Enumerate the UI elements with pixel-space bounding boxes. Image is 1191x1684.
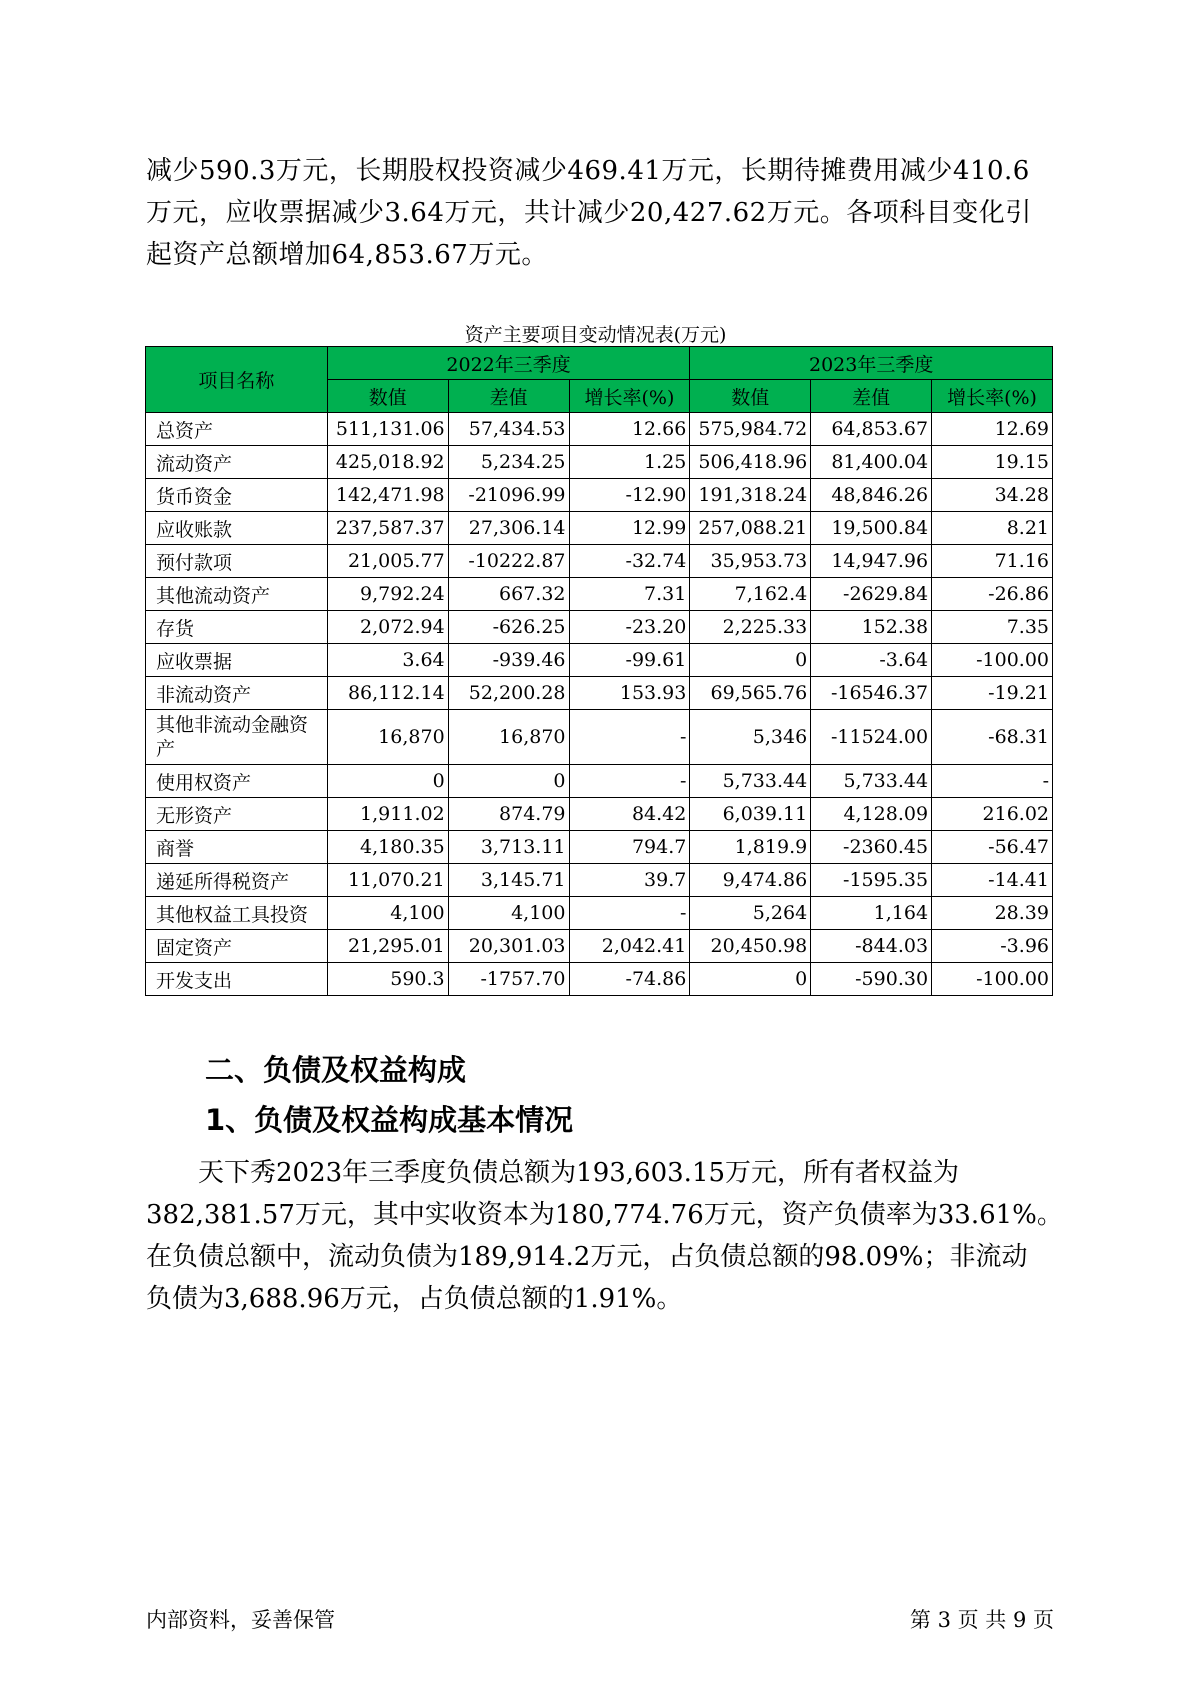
table-cell: -1595.35	[811, 864, 932, 897]
liability-paragraph	[146, 1152, 1063, 1320]
table-cell: -590.30	[811, 963, 932, 996]
table-cell: 511,131.06	[327, 413, 448, 446]
table-cell: -26.86	[932, 578, 1053, 611]
table-cell: -21096.99	[448, 479, 569, 512]
header-diff-2022: 差值	[448, 380, 569, 413]
table-cell: 4,100	[327, 897, 448, 930]
table-cell: 81,400.04	[811, 446, 932, 479]
table-row	[146, 864, 1053, 897]
table-cell: -56.47	[932, 831, 1053, 864]
table-cell: -	[569, 710, 690, 765]
table-row	[146, 963, 1053, 996]
table-cell: -68.31	[932, 710, 1053, 765]
table-cell: 16,870	[327, 710, 448, 765]
table-row	[146, 611, 1053, 644]
table-cell: 12.99	[569, 512, 690, 545]
table-cell: -12.90	[569, 479, 690, 512]
table-cell: 4,100	[448, 897, 569, 930]
table-caption: 资产主要项目变动情况表(万元)	[464, 324, 727, 346]
table-cell: 5,346	[690, 710, 811, 765]
table-cell: 237,587.37	[327, 512, 448, 545]
table-cell: 1,911.02	[327, 798, 448, 831]
table-cell: 7.31	[569, 578, 690, 611]
table-row	[146, 831, 1053, 864]
table-cell: -3.96	[932, 930, 1053, 963]
table-cell: -14.41	[932, 864, 1053, 897]
table-cell: 216.02	[932, 798, 1053, 831]
table-cell: 425,018.92	[327, 446, 448, 479]
table-row	[146, 479, 1053, 512]
row-label: 货币资金	[146, 479, 328, 512]
table-cell: -19.21	[932, 677, 1053, 710]
table-cell: 1,819.9	[690, 831, 811, 864]
table-row	[146, 710, 1053, 765]
table-cell: 5,234.25	[448, 446, 569, 479]
table-cell: 152.38	[811, 611, 932, 644]
table-cell: 9,474.86	[690, 864, 811, 897]
assets-change-table	[145, 346, 1053, 996]
table-cell: 86,112.14	[327, 677, 448, 710]
table-cell: 12.66	[569, 413, 690, 446]
body-line: 382,381.57万元，其中实收资本为180,774.76万元，资产负债率为33.61%。	[146, 1200, 1063, 1230]
table-cell: 19,500.84	[811, 512, 932, 545]
intro-line: 减少590.3万元，长期股权投资减少469.41万元，长期待摊费用减少410.6	[146, 156, 1030, 186]
table-cell: -10222.87	[448, 545, 569, 578]
table-cell: -32.74	[569, 545, 690, 578]
row-label: 无形资产	[146, 798, 328, 831]
table-row	[146, 765, 1053, 798]
table-cell: 506,418.96	[690, 446, 811, 479]
table-row	[146, 545, 1053, 578]
table-row	[146, 644, 1053, 677]
table-cell: -99.61	[569, 644, 690, 677]
table-cell: 9,792.24	[327, 578, 448, 611]
row-label: 其他非流动金融资产	[146, 710, 328, 765]
row-label: 存货	[146, 611, 328, 644]
row-label: 其他流动资产	[146, 578, 328, 611]
table-cell: 590.3	[327, 963, 448, 996]
header-value-2023: 数值	[690, 380, 811, 413]
table-cell: 20,450.98	[690, 930, 811, 963]
table-cell: 69,565.76	[690, 677, 811, 710]
header-item-name: 项目名称	[146, 347, 328, 413]
row-label: 应收账款	[146, 512, 328, 545]
row-label: 应收票据	[146, 644, 328, 677]
header-growth-2023: 增长率(%)	[932, 380, 1053, 413]
table-cell: 19.15	[932, 446, 1053, 479]
row-label: 流动资产	[146, 446, 328, 479]
table-cell: 0	[690, 644, 811, 677]
table-cell: 12.69	[932, 413, 1053, 446]
table-cell: 5,733.44	[690, 765, 811, 798]
row-label: 开发支出	[146, 963, 328, 996]
row-label: 预付款项	[146, 545, 328, 578]
row-label: 总资产	[146, 413, 328, 446]
table-cell: -939.46	[448, 644, 569, 677]
table-cell: 7,162.4	[690, 578, 811, 611]
table-cell: 84.42	[569, 798, 690, 831]
section-heading: 二、负债及权益构成	[205, 1053, 467, 1087]
table-cell: -3.64	[811, 644, 932, 677]
table-cell: 20,301.03	[448, 930, 569, 963]
table-cell: -	[569, 897, 690, 930]
row-label: 其他权益工具投资	[146, 897, 328, 930]
table-cell: 39.7	[569, 864, 690, 897]
table-cell: 14,947.96	[811, 545, 932, 578]
table-row	[146, 897, 1053, 930]
intro-paragraph	[146, 150, 1056, 276]
table-cell: -626.25	[448, 611, 569, 644]
table-cell: 16,870	[448, 710, 569, 765]
table-cell: 3.64	[327, 644, 448, 677]
table-cell: -	[569, 765, 690, 798]
row-label: 商誉	[146, 831, 328, 864]
table-cell: 5,733.44	[811, 765, 932, 798]
table-cell: 71.16	[932, 545, 1053, 578]
table-cell: 8.21	[932, 512, 1053, 545]
table-cell: -2360.45	[811, 831, 932, 864]
row-label: 递延所得税资产	[146, 864, 328, 897]
intro-line: 起资产总额增加64,853.67万元。	[146, 240, 548, 270]
table-body	[146, 413, 1053, 996]
header-value-2022: 数值	[327, 380, 448, 413]
table-cell: 34.28	[932, 479, 1053, 512]
table-cell: -23.20	[569, 611, 690, 644]
header-year-2023: 2023年三季度	[690, 347, 1053, 380]
table-cell: 3,145.71	[448, 864, 569, 897]
table-row	[146, 677, 1053, 710]
header-growth-2022: 增长率(%)	[569, 380, 690, 413]
body-line: 负债为3,688.96万元，占负债总额的1.91%。	[146, 1284, 683, 1314]
table-cell: 21,005.77	[327, 545, 448, 578]
table-cell: 142,471.98	[327, 479, 448, 512]
footer-confidential: 内部资料，妥善保管	[146, 1608, 335, 1632]
table-cell: 2,042.41	[569, 930, 690, 963]
table-cell: -2629.84	[811, 578, 932, 611]
footer-page-number: 第 3 页 共 9 页	[909, 1608, 1054, 1632]
table-cell: 52,200.28	[448, 677, 569, 710]
table-row	[146, 512, 1053, 545]
intro-line: 万元，应收票据减少3.64万元，共计减少20,427.62万元。各项科目变化引	[146, 198, 1032, 228]
table-cell: 7.35	[932, 611, 1053, 644]
table-cell: 28.39	[932, 897, 1053, 930]
table-cell: 2,072.94	[327, 611, 448, 644]
table-cell: -	[932, 765, 1053, 798]
table-cell: 64,853.67	[811, 413, 932, 446]
table-cell: 4,128.09	[811, 798, 932, 831]
table-cell: -11524.00	[811, 710, 932, 765]
table-cell: 575,984.72	[690, 413, 811, 446]
table-cell: 27,306.14	[448, 512, 569, 545]
body-line: 在负债总额中，流动负债为189,914.2万元，占负债总额的98.09%；非流动	[146, 1242, 1028, 1272]
row-label: 非流动资产	[146, 677, 328, 710]
body-line: 天下秀2023年三季度负债总额为193,603.15万元，所有者权益为	[198, 1158, 960, 1188]
table-cell: 5,264	[690, 897, 811, 930]
table-cell: 874.79	[448, 798, 569, 831]
table-row	[146, 446, 1053, 479]
header-diff-2023: 差值	[811, 380, 932, 413]
table-cell: -74.86	[569, 963, 690, 996]
table-cell: -100.00	[932, 963, 1053, 996]
table-cell: 191,318.24	[690, 479, 811, 512]
row-label: 固定资产	[146, 930, 328, 963]
table-cell: 11,070.21	[327, 864, 448, 897]
table-cell: 2,225.33	[690, 611, 811, 644]
header-year-2022: 2022年三季度	[327, 347, 690, 380]
table-cell: 48,846.26	[811, 479, 932, 512]
table-cell: -1757.70	[448, 963, 569, 996]
table-cell: 0	[448, 765, 569, 798]
table-cell: 257,088.21	[690, 512, 811, 545]
table-cell: -844.03	[811, 930, 932, 963]
table-cell: 1.25	[569, 446, 690, 479]
table-row	[146, 930, 1053, 963]
table-row	[146, 798, 1053, 831]
table-cell: 57,434.53	[448, 413, 569, 446]
table-cell: 21,295.01	[327, 930, 448, 963]
table-cell: -100.00	[932, 644, 1053, 677]
subsection-heading: 1、负债及权益构成基本情况	[205, 1103, 574, 1137]
table-cell: 1,164	[811, 897, 932, 930]
table-cell: 6,039.11	[690, 798, 811, 831]
table-cell: 3,713.11	[448, 831, 569, 864]
table-row	[146, 413, 1053, 446]
table-cell: 794.7	[569, 831, 690, 864]
table-cell: 153.93	[569, 677, 690, 710]
row-label: 使用权资产	[146, 765, 328, 798]
table-cell: 4,180.35	[327, 831, 448, 864]
table-row	[146, 578, 1053, 611]
table-cell: 0	[327, 765, 448, 798]
table-cell: 0	[690, 963, 811, 996]
table-cell: -16546.37	[811, 677, 932, 710]
table-cell: 35,953.73	[690, 545, 811, 578]
table-cell: 667.32	[448, 578, 569, 611]
